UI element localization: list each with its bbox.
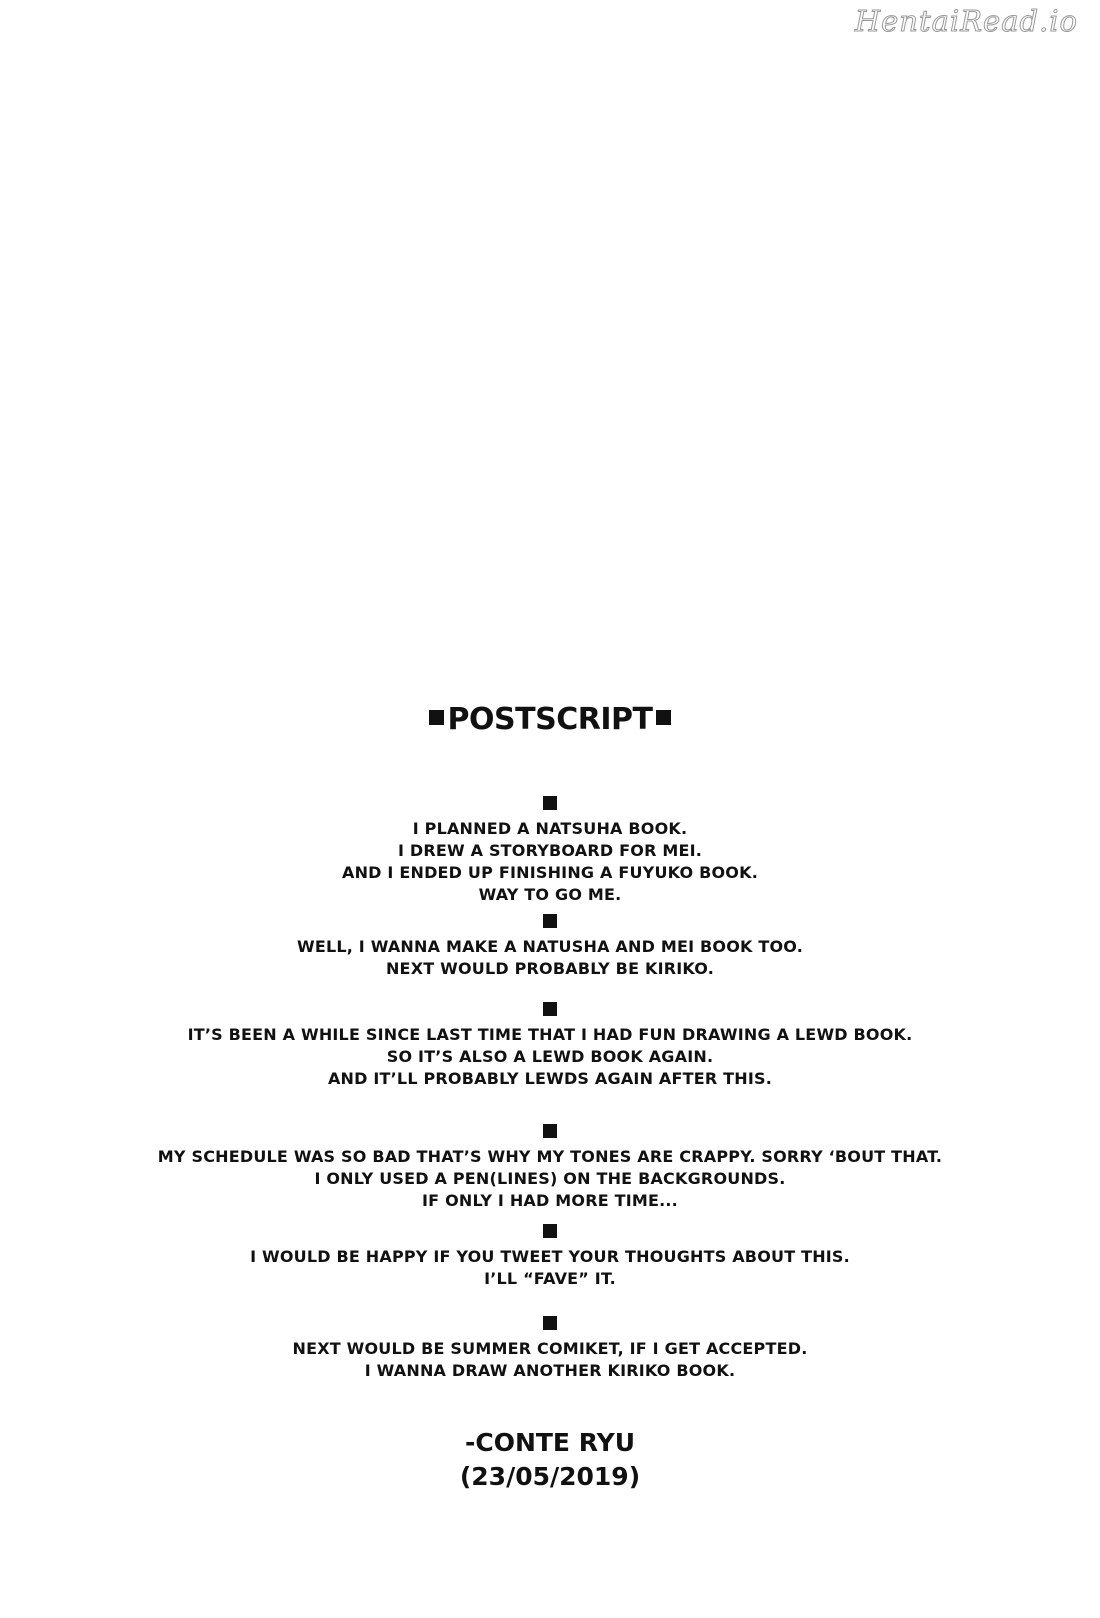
square-bullet-icon xyxy=(543,1224,557,1238)
paragraph-line: I’LL “FAVE” IT. xyxy=(484,1269,616,1288)
watermark-logo: HentaiRead.io xyxy=(854,4,1078,38)
paragraph-line: AND I ENDED UP FINISHING A FUYUKO BOOK. xyxy=(342,863,758,882)
paragraph-6 xyxy=(0,1316,1100,1382)
paragraph-line: WELL, I WANNA MAKE A NATUSHA AND MEI BOOK TOO. xyxy=(296,937,804,956)
paragraph-4 xyxy=(0,1124,1100,1212)
paragraph-1 xyxy=(0,796,1100,906)
paragraph-line: AND IT’LL PROBABLY LEWDS AGAIN AFTER THIS. xyxy=(327,1069,773,1088)
postscript-page xyxy=(0,700,1100,1494)
paragraph-line: IF ONLY I HAD MORE TIME... xyxy=(422,1191,678,1210)
square-bullet-icon xyxy=(543,1316,557,1330)
page-title xyxy=(0,700,1100,740)
paragraph-line: IT’S BEEN A WHILE SINCE LAST TIME THAT I HAD FUN DRAWING A LEWD BOOK. xyxy=(187,1025,913,1044)
paragraph-line: MY SCHEDULE WAS SO BAD THAT’S WHY MY TONES ARE CRAPPY. SORRY ‘BOUT THAT. xyxy=(157,1147,943,1166)
paragraph-line: I WANNA DRAW ANOTHER KIRIKO BOOK. xyxy=(364,1361,736,1380)
signature-author: -CONTE RYU xyxy=(464,1428,636,1457)
paragraph-line: I WOULD BE HAPPY IF YOU TWEET YOUR THOUGHTS ABOUT THIS. xyxy=(250,1247,850,1266)
page-title-text: POSTSCRIPT xyxy=(447,702,653,737)
paragraph-line: I PLANNED A NATSUHA BOOK. xyxy=(412,819,688,838)
paragraph-line: NEXT WOULD BE SUMMER COMIKET, IF I GET ACCEPTED. xyxy=(292,1339,808,1358)
square-bullet-icon xyxy=(543,1124,557,1138)
paragraph-line: I ONLY USED A PEN(LINES) ON THE BACKGROUNDS. xyxy=(314,1169,786,1188)
square-bullet-icon xyxy=(543,914,557,928)
paragraph-5 xyxy=(0,1224,1100,1290)
paragraph-line: NEXT WOULD PROBABLY BE KIRIKO. xyxy=(385,959,715,978)
square-bullet-icon xyxy=(429,710,444,725)
signature-date: (23/05/2019) xyxy=(459,1462,641,1491)
paragraph-2 xyxy=(0,914,1100,980)
signature xyxy=(0,1426,1100,1494)
square-bullet-icon xyxy=(543,1002,557,1016)
paragraph-line: SO IT’S ALSO A LEWD BOOK AGAIN. xyxy=(386,1047,714,1066)
square-bullet-icon xyxy=(656,710,671,725)
paragraph-line: WAY TO GO ME. xyxy=(478,885,622,904)
square-bullet-icon xyxy=(543,796,557,810)
paragraph-3 xyxy=(0,1002,1100,1090)
paragraph-line: I DREW A STORYBOARD FOR MEI. xyxy=(397,841,703,860)
